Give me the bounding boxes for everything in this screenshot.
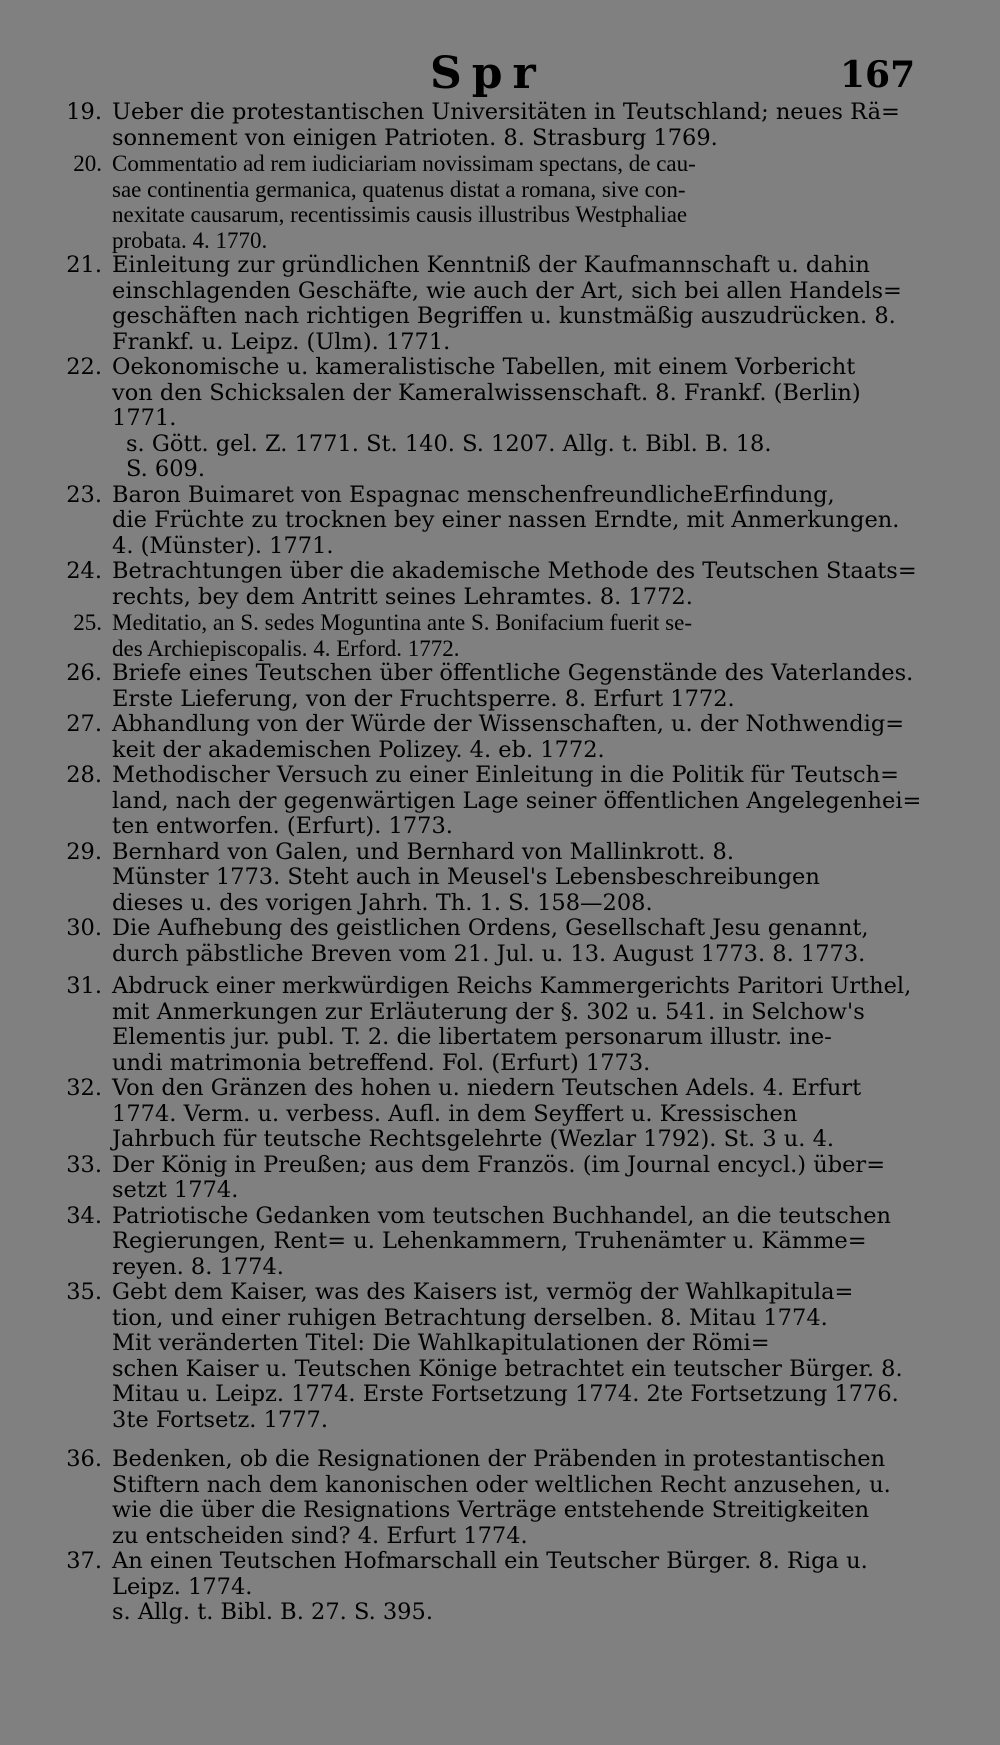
entry-number: 32.	[66, 1075, 102, 1101]
entry-line: mit Anmerkungen zur Erläuterung der §. 302 u. 541. in Selchow's	[112, 998, 865, 1025]
entry-line: Von den Gränzen des hohen u. niedern Teutschen Adels. 4. Erfurt	[112, 1075, 862, 1101]
entry-line: 4. (Münster). 1771.	[112, 532, 334, 559]
entry-23	[54, 483, 904, 560]
entry-line: Baron Buimaret von Espagnac menschenfreundlicheErfindung,	[112, 481, 835, 508]
review-note: s. Allg. t. Bibl. B. 27. S. 395.	[112, 1599, 433, 1625]
entry-line: einschlagenden Geschäfte, wie auch der Art, sich bei allen Handels=	[112, 277, 902, 304]
review-note: s. Gött. gel. Z. 1771. St. 140. S. 1207. Allg. t. Bibl. B. 18.	[126, 430, 772, 457]
entry-line: Frankf. u. Leipz. (Ulm). 1771.	[112, 328, 451, 355]
entry-line: setzt 1774.	[112, 1177, 239, 1203]
entry-line: undi matrimonia betreffend. Fol. (Erfurt) 1773.	[112, 1049, 651, 1076]
entry-line: Betrachtungen über die akademische Methode des Teutschen Staats=	[112, 558, 917, 584]
entry-line: 3te Fortsetz. 1777.	[112, 1406, 329, 1433]
running-head: Spr	[430, 48, 546, 99]
entry-24	[54, 558, 917, 610]
entry-22	[54, 355, 904, 483]
entry-number: 36.	[66, 1446, 102, 1472]
entry-line: Commentatio ad rem iudiciariam novissimam spectans, de cau-	[112, 151, 696, 176]
entry-line: Jahrbuch für teutsche Rechtsgelehrte (Wezlar 1792). St. 3 u. 4.	[112, 1126, 835, 1152]
entry-33	[54, 1153, 904, 1204]
entry-number: 28.	[66, 762, 102, 788]
entry-line: Der König in Preußen; aus dem Französ. (im Journal encycl.) über=	[112, 1151, 886, 1178]
entry-line: dieses u. des vorigen Jahrh. Th. 1. S. 158—208.	[112, 889, 653, 916]
entry-line: Abdruck einer merkwürdigen Reichs Kammergerichts Paritori Urthel,	[112, 973, 912, 999]
entry-number: 26.	[66, 660, 102, 686]
entry-number: 30.	[66, 915, 102, 941]
entry-line: schen Kaiser u. Teutschen Könige betrachtet ein teutscher Bürger. 8.	[112, 1355, 903, 1382]
entry-line: An einen Teutschen Hofmarschall ein Teutscher Bürger. 8. Riga u.	[112, 1548, 868, 1574]
entry-line: Elementis jur. publ. T. 2. die libertatem personarum illustr. ine-	[112, 1024, 832, 1050]
entry-line: Bedenken, ob die Resignationen der Präbenden in protestantischen	[112, 1446, 886, 1472]
entry-21	[54, 253, 904, 355]
entry-line: tion, und einer ruhigen Betrachtung derselben. 8. Mitau 1774.	[112, 1304, 828, 1331]
entry-line: 1774. Verm. u. verbess. Aufl. in dem Seyffert u. Kressischen	[112, 1100, 798, 1127]
entry-line: Mit veränderten Titel: Die Wahlkapitulationen der Römi=	[112, 1330, 770, 1356]
entry-27	[54, 712, 904, 763]
entry-34	[54, 1204, 904, 1281]
entry-number: 25.	[73, 610, 102, 635]
entry-line: zu entscheiden sind? 4. Erfurt 1774.	[112, 1522, 528, 1549]
entry-line: Einleitung zur gründlichen Kenntniß der Kaufmannschaft u. dahin	[112, 252, 870, 278]
review-note: S. 609.	[126, 456, 206, 482]
entry-25	[54, 610, 904, 661]
entry-line: die Früchte zu trocknen bey einer nassen Erndte, mit Anmerkungen.	[112, 507, 900, 533]
entry-number: 24.	[66, 558, 102, 584]
entry-line: Bernhard von Galen, und Bernhard von Mallinkrott. 8.	[112, 838, 734, 865]
entry-line: sae continentia germanica, quatenus distat a romana, sive con-	[112, 176, 686, 202]
entry-29	[54, 840, 904, 917]
entry-number: 29.	[66, 838, 102, 865]
entry-line: Ueber die protestantischen Universitäten in Teutschland; neues Rä=	[112, 99, 900, 125]
entry-number: 27.	[66, 711, 102, 737]
entry-line: Münster 1773. Steht auch in Meusel's Lebensbeschreibungen	[112, 864, 820, 890]
entry-line: rechts, bey dem Antritt seines Lehramtes. 8. 1772.	[112, 583, 693, 610]
entry-32	[54, 1076, 904, 1153]
entry-number: 31.	[66, 973, 102, 999]
entry-number: 35.	[66, 1279, 102, 1305]
entry-line: von den Schicksalen der Kameralwissenschaft. 8. Frankf. (Berlin)	[112, 379, 861, 406]
entry-20	[54, 151, 904, 253]
entry-26	[54, 660, 914, 712]
page-number: 167	[840, 54, 916, 96]
entry-line: land, nach der gegenwärtigen Lage seiner öffentlichen Angelegenhei=	[112, 787, 922, 814]
entry-line: Die Aufhebung des geistlichen Ordens, Gesellschaft Jesu genannt,	[112, 915, 869, 941]
entry-line: 1771.	[112, 405, 177, 431]
entry-line: nexitate causarum, recentissimis causis illustribus Westphaliae	[112, 202, 688, 227]
entry-number: 22.	[66, 354, 102, 380]
entry-28	[54, 762, 922, 840]
entry-line: durch päbstliche Breven vom 21. Jul. u. 13. August 1773. 8. 1773.	[112, 940, 866, 967]
entry-line: keit der akademischen Polizey. 4. eb. 1772.	[112, 736, 605, 763]
entry-line: Abhandlung von der Würde der Wissenschaften, u. der Nothwendig=	[112, 711, 905, 737]
entry-line: Regierungen, Rent= u. Lehenkammern, Truhenämter u. Kämme=	[112, 1228, 867, 1254]
bibliography-list	[54, 99, 922, 1626]
entry-35	[54, 1280, 904, 1433]
entry-line: geschäften nach richtigen Begriffen u. kunstmäßig auszudrücken. 8.	[112, 303, 896, 329]
entry-line: Mitau u. Leipz. 1774. Erste Fortsetzung 1774. 2te Fortsetzung 1776.	[112, 1381, 899, 1407]
entry-line: Erste Lieferung, von der Fruchtsperre. 8. Erfurt 1772.	[112, 685, 735, 712]
entry-line: Stiftern nach dem kanonischen oder weltlichen Recht anzusehen, u.	[112, 1471, 891, 1498]
entry-36	[54, 1447, 904, 1549]
entry-line: Meditatio, an S. sedes Moguntina ante S. Bonifacium fuerit se-	[112, 610, 692, 635]
entry-line: Oekonomische u. kameralistische Tabellen, mit einem Vorbericht	[112, 354, 856, 380]
entry-line: sonnement von einigen Patrioten. 8. Strasburg 1769.	[112, 124, 718, 151]
entry-number: 34.	[66, 1202, 102, 1229]
entry-19	[54, 100, 904, 151]
entry-number: 37.	[66, 1548, 102, 1574]
entry-number: 21.	[66, 252, 102, 278]
entry-number: 33.	[66, 1151, 102, 1178]
entry-line: wie die über die Resignations Verträge entstehende Streitigkeiten	[112, 1497, 870, 1523]
entry-number: 19.	[66, 99, 102, 125]
entry-line: Patriotische Gedanken vom teutschen Buchhandel, an die teutschen	[112, 1202, 892, 1229]
entry-line: reyen. 8. 1774.	[112, 1253, 284, 1280]
entry-line: ten entworfen. (Erfurt). 1773.	[112, 813, 453, 839]
entry-line: Gebt dem Kaiser, was des Kaisers ist, vermög der Wahlkapitula=	[112, 1279, 854, 1305]
entry-31	[54, 973, 912, 1076]
entry-number: 23.	[66, 481, 102, 508]
entry-37	[54, 1549, 904, 1626]
entry-30	[54, 916, 904, 967]
entry-line: probata. 4. 1770.	[112, 227, 268, 253]
entry-line: des Archiepiscopalis. 4. Erford. 1772.	[112, 635, 460, 661]
entry-number: 20.	[73, 151, 102, 176]
entry-line: Leipz. 1774.	[112, 1573, 253, 1600]
entry-line: Methodischer Versuch zu einer Einleitung in die Politik für Teutsch=	[112, 762, 899, 788]
entry-line: Briefe eines Teutschen über öffentliche Gegenstände des Vaterlandes.	[112, 660, 914, 686]
